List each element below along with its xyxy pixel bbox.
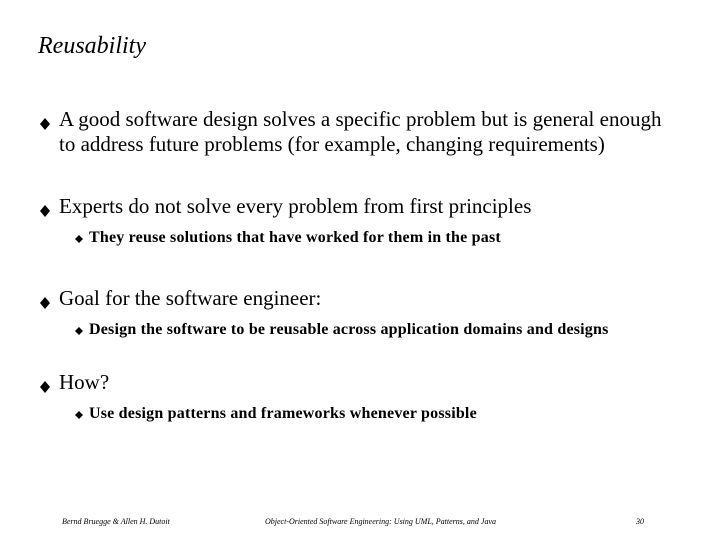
slide-title: Reusability <box>38 33 146 59</box>
sub-bullet-text: They reuse solutions that have worked for them in the past <box>89 229 501 246</box>
diamond-bullet-icon <box>38 296 52 310</box>
small-diamond-bullet-icon <box>75 327 83 335</box>
footer-book-title: Object-Oriented Software Engineering: Using UML, Patterns, and Java <box>265 517 496 526</box>
diamond-bullet-icon <box>38 117 52 131</box>
bullet-text: Experts do not solve every problem from first principles <box>59 194 532 218</box>
small-diamond-bullet-icon <box>75 411 83 419</box>
footer-authors: Bernd Bruegge & Allen H. Dutoit <box>62 517 170 526</box>
small-diamond-bullet-icon <box>75 235 83 243</box>
bullet-text: A good software design solves a specific problem but is general enough to address future problems (for example, changing requirements) <box>59 107 662 156</box>
footer-page-number: 30 <box>636 517 644 526</box>
diamond-bullet-icon <box>38 204 52 218</box>
sub-bullet-text: Use design patterns and frameworks whenever possible <box>89 405 477 422</box>
bullet-text: Goal for the software engineer: <box>59 286 322 310</box>
bullet-text: How? <box>59 370 110 394</box>
diamond-bullet-icon <box>38 380 52 394</box>
sub-bullet-text: Design the software to be reusable across application domains and designs <box>89 321 609 338</box>
